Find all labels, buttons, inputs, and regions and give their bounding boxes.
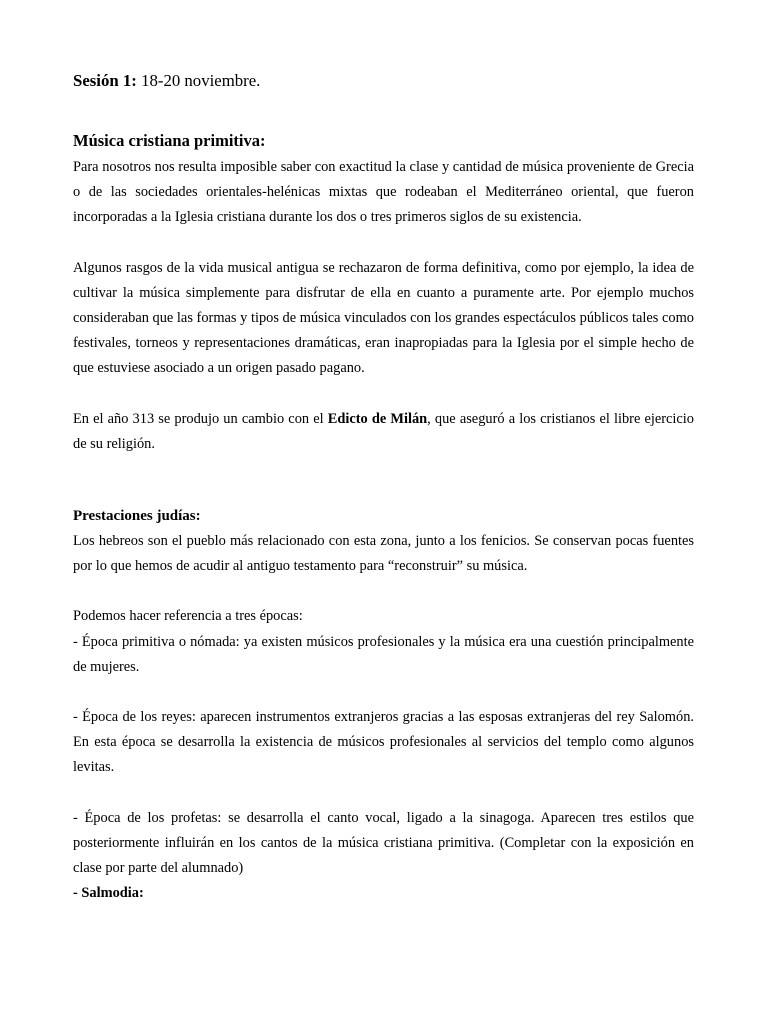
paragraph-edicto	[73, 407, 694, 457]
session-heading	[73, 68, 694, 93]
salmodia-heading: - Salmodia:	[73, 885, 144, 902]
edicto-term: Edicto de Milán	[327, 410, 428, 427]
paragraph: Los hebreos son el pueblo más relacionado con esta zona, junto a los fenicios. Se conservan pocas fuentes por lo que hemos de acudir al antiguo testamento para “reconstruir” su música.	[73, 533, 694, 575]
session-dates: 18-20 noviembre.	[136, 71, 261, 90]
text-fragment: , que aseguró a los cristianos el libre ejercicio de su religión.	[73, 410, 694, 452]
session-label: Sesión 1:	[73, 71, 137, 90]
paragraph: Para nosotros nos resulta imposible saber con exactitud la clase y cantidad de música proveniente de Grecia o de las sociedades orientales-helénicas mixtas que rodeaban el Mediterráneo oriental, que fueron incorporadas a la Iglesia cristiana durante los dos o tres primeros siglos de su existencia.	[73, 159, 694, 226]
epochs-intro: Podemos hacer referencia a tres épocas:	[73, 608, 303, 625]
section-title-prestaciones: Prestaciones judías:	[73, 508, 201, 525]
text-fragment: En el año 313 se produjo un cambio con el	[73, 410, 328, 427]
section-title-musica-cristiana: Música cristiana primitiva:	[73, 131, 266, 150]
epoch-item: - Época primitiva o nómada: ya existen músicos profesionales y la música era una cuestión principalmente de mujeres.	[73, 633, 694, 675]
epoch-item: - Época de los profetas: se desarrolla el canto vocal, ligado a la sinagoga. Aparecen tres estilos que posteriormente influirán en los cantos de la música cristiana primitiva. (Completar con la exposición en clase por parte del alumnado)	[73, 809, 694, 877]
epoch-item: - Época de los reyes: aparecen instrumentos extranjeros gracias a las esposas extranjeras del rey Salomón. En esta época se desarrolla la existencia de músicos profesionales al servicios del templo como algunos levitas.	[73, 709, 694, 776]
document-page	[73, 68, 694, 906]
paragraph: Algunos rasgos de la vida musical antigua se rechazaron de forma definitiva, como por ejemplo, la idea de cultivar la música simplemente para disfrutar de ella en cuanto a puramente arte. Por ejemplo muchos consideraban que las formas y tipos de música vinculados con los grandes espectáculos públicos tales como festivales, torneos y representaciones dramáticas, eran inapropiadas para la Iglesia por el simple hecho de que estuviese asociado a un origen pasado pagano.	[73, 259, 694, 377]
